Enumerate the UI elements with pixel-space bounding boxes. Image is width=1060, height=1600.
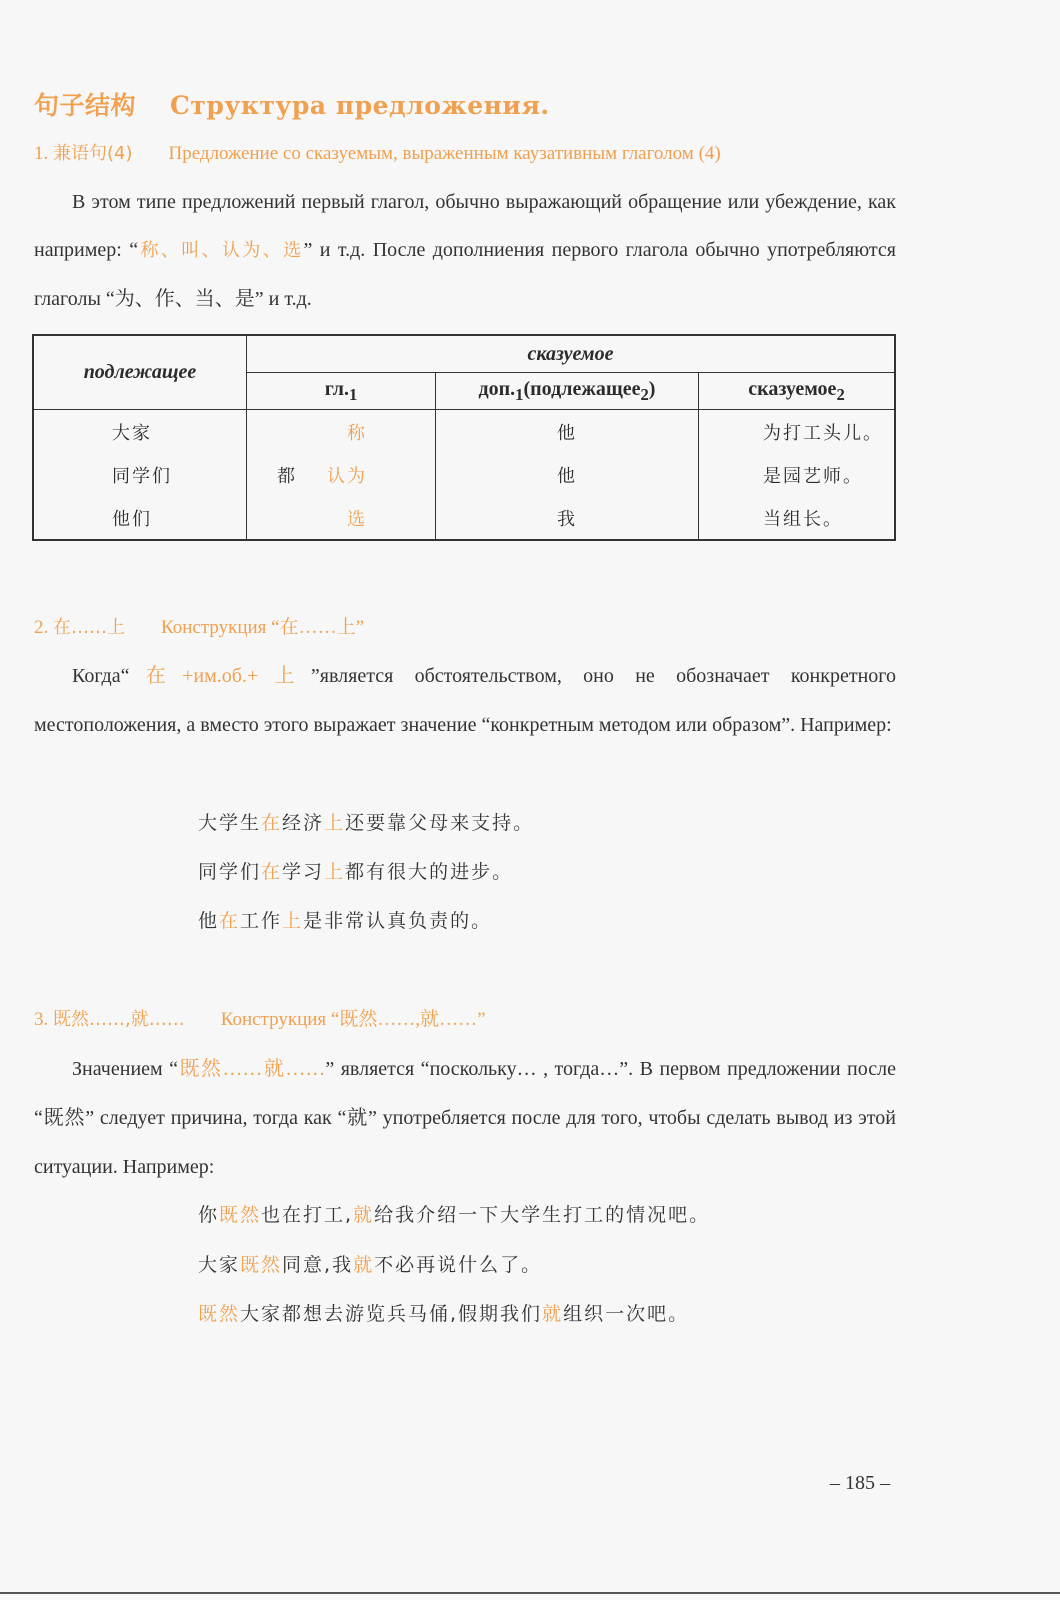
example-text: 都有很大的进步。 <box>345 861 514 883</box>
s3-paragraph-highlight: 既然……就…… <box>178 1058 326 1080</box>
cell-verb <box>247 410 436 454</box>
example-text: 也在打工, <box>261 1204 354 1226</box>
s2-paragraph-text-c: ”является обстоятельством, оно не обозначает конкретного местоположения, а вместо этого выражает значение “конкретным методом или образом”. Например: <box>34 665 896 736</box>
s3-example-1 <box>198 1200 710 1227</box>
header-predicate2 <box>699 373 896 410</box>
header-object1-b: (подлежащее <box>523 377 641 400</box>
cell-verb-highlight: 称 <box>347 422 367 444</box>
bottom-divider <box>0 1592 1060 1594</box>
example-text: 大学生 <box>198 812 262 834</box>
cell-verb-highlight: 选 <box>347 508 367 530</box>
cell-verb-highlight: 认为 <box>327 465 367 487</box>
table-row <box>33 453 895 496</box>
example-text: 组织一次吧。 <box>563 1303 690 1325</box>
s2-paragraph-text-a: Когда“ <box>72 665 130 687</box>
s1-paragraph-text-c: ” и т.д. После дополниения первого глагола обычно употребляются глаголы “为、作、当、是” и т.д. <box>34 239 896 310</box>
s2-example-1 <box>198 808 534 835</box>
example-text: 同学们 <box>198 861 262 883</box>
cell-object: 我 <box>436 496 699 540</box>
s1-paragraph-highlight: 称、叫、认为、选 <box>138 240 304 261</box>
header-predicate: сказуемое <box>247 335 896 373</box>
header-predicate2-base: сказуемое <box>748 377 837 400</box>
s1-paragraph-text-a: В этом типе предложений первый глагол, обычно выражающий обращение или убеждение, как например: “ <box>34 191 896 261</box>
s1-heading-num: 1. <box>34 143 49 164</box>
example-text: 经济 <box>282 812 325 834</box>
page-number: – 185 – <box>830 1472 890 1494</box>
example-highlight: 在 <box>261 812 283 834</box>
example-highlight: 既然 <box>219 1204 262 1226</box>
header-object1 <box>436 373 699 410</box>
s3-heading-num: 3. <box>34 1009 49 1030</box>
cell-object: 他 <box>436 410 699 454</box>
s2-heading-ru: Конструкция “在……上” <box>161 617 365 638</box>
example-highlight: 就 <box>542 1303 564 1325</box>
example-text: 是非常认真负责的。 <box>303 910 493 932</box>
section-title-ru: Структура предложения. <box>170 91 550 120</box>
cell-subject: 同学们 <box>33 453 247 496</box>
cell-subject: 他们 <box>33 496 247 540</box>
example-highlight: 上 <box>324 861 346 883</box>
grammar-table <box>32 334 896 541</box>
cell-predicate: 是园艺师。 <box>699 453 896 496</box>
table-row <box>33 410 895 454</box>
cell-subject: 大家 <box>33 410 247 454</box>
s1-heading <box>34 139 721 165</box>
header-predicate2-sub: 2 <box>836 384 845 404</box>
s3-heading-cn: 既然……,就…… <box>53 1009 185 1030</box>
cell-verb <box>247 496 436 540</box>
example-text: 大家 <box>198 1254 241 1276</box>
example-text: 你 <box>198 1204 220 1226</box>
s2-heading-num: 2. <box>34 617 49 638</box>
s2-heading-cn: 在……上 <box>53 617 125 638</box>
example-highlight: 上 <box>282 910 304 932</box>
example-highlight: 在 <box>261 861 283 883</box>
header-object1-sub1: 1 <box>515 384 524 404</box>
section-title-cn: 句子结构 <box>34 91 137 120</box>
s3-example-3 <box>198 1299 689 1326</box>
example-text: 同意,我 <box>282 1254 354 1276</box>
header-subject: подлежащее <box>33 335 247 410</box>
s3-paragraph-text-c: ” является “поскольку… , тогда…”. В первом предложении после “既然” следует причина, тогда как “就” употребляется после для того, чтобы сделать вывод из этой ситуации. Например: <box>34 1058 896 1178</box>
s3-paragraph-text-a: Значением “ <box>72 1058 179 1080</box>
example-text: 还要靠父母来支持。 <box>345 812 535 834</box>
s2-example-2 <box>198 857 513 884</box>
cell-predicate: 为打工头儿。 <box>699 410 896 454</box>
cell-verb <box>247 453 436 496</box>
cell-verb-prefix: 都 <box>277 465 297 487</box>
table-row <box>33 496 895 540</box>
s2-paragraph <box>34 652 896 750</box>
s3-heading-ru: Конструкция “既然……,就……” <box>220 1009 486 1030</box>
example-text: 大家都想去游览兵马俑,假期我们 <box>240 1303 543 1325</box>
header-verb1 <box>247 373 436 410</box>
example-highlight: 就 <box>353 1254 375 1276</box>
s3-paragraph <box>34 1045 896 1192</box>
s2-paragraph-highlight: 在+им.об.+上 <box>129 665 311 687</box>
example-text: 不必再说什么了。 <box>374 1254 543 1276</box>
header-object1-a: доп. <box>478 377 516 400</box>
header-object1-c: ) <box>648 377 656 400</box>
header-verb1-base: гл. <box>324 377 349 400</box>
example-highlight: 既然 <box>198 1303 241 1325</box>
s3-example-2 <box>198 1250 542 1277</box>
example-highlight: 既然 <box>240 1254 283 1276</box>
s2-example-3 <box>198 906 492 933</box>
example-text: 学习 <box>282 861 325 883</box>
example-text: 给我介绍一下大学生打工的情况吧。 <box>374 1204 711 1226</box>
cell-object: 他 <box>436 453 699 496</box>
s1-paragraph <box>34 178 896 323</box>
example-text: 他 <box>198 910 220 932</box>
header-object1-sub2: 2 <box>640 384 649 404</box>
example-highlight: 在 <box>219 910 241 932</box>
cell-predicate: 当组长。 <box>699 496 896 540</box>
section-title <box>34 86 550 122</box>
example-highlight: 就 <box>353 1204 375 1226</box>
s1-heading-ru: Предложение со сказуемым, выраженным каузативным глаголом (4) <box>168 143 721 164</box>
header-verb1-sub: 1 <box>348 384 358 404</box>
s3-heading <box>34 1004 486 1031</box>
s2-heading <box>34 612 364 639</box>
s1-heading-cn: 兼语句(4) <box>53 143 133 164</box>
example-highlight: 上 <box>324 812 346 834</box>
example-text: 工作 <box>240 910 283 932</box>
